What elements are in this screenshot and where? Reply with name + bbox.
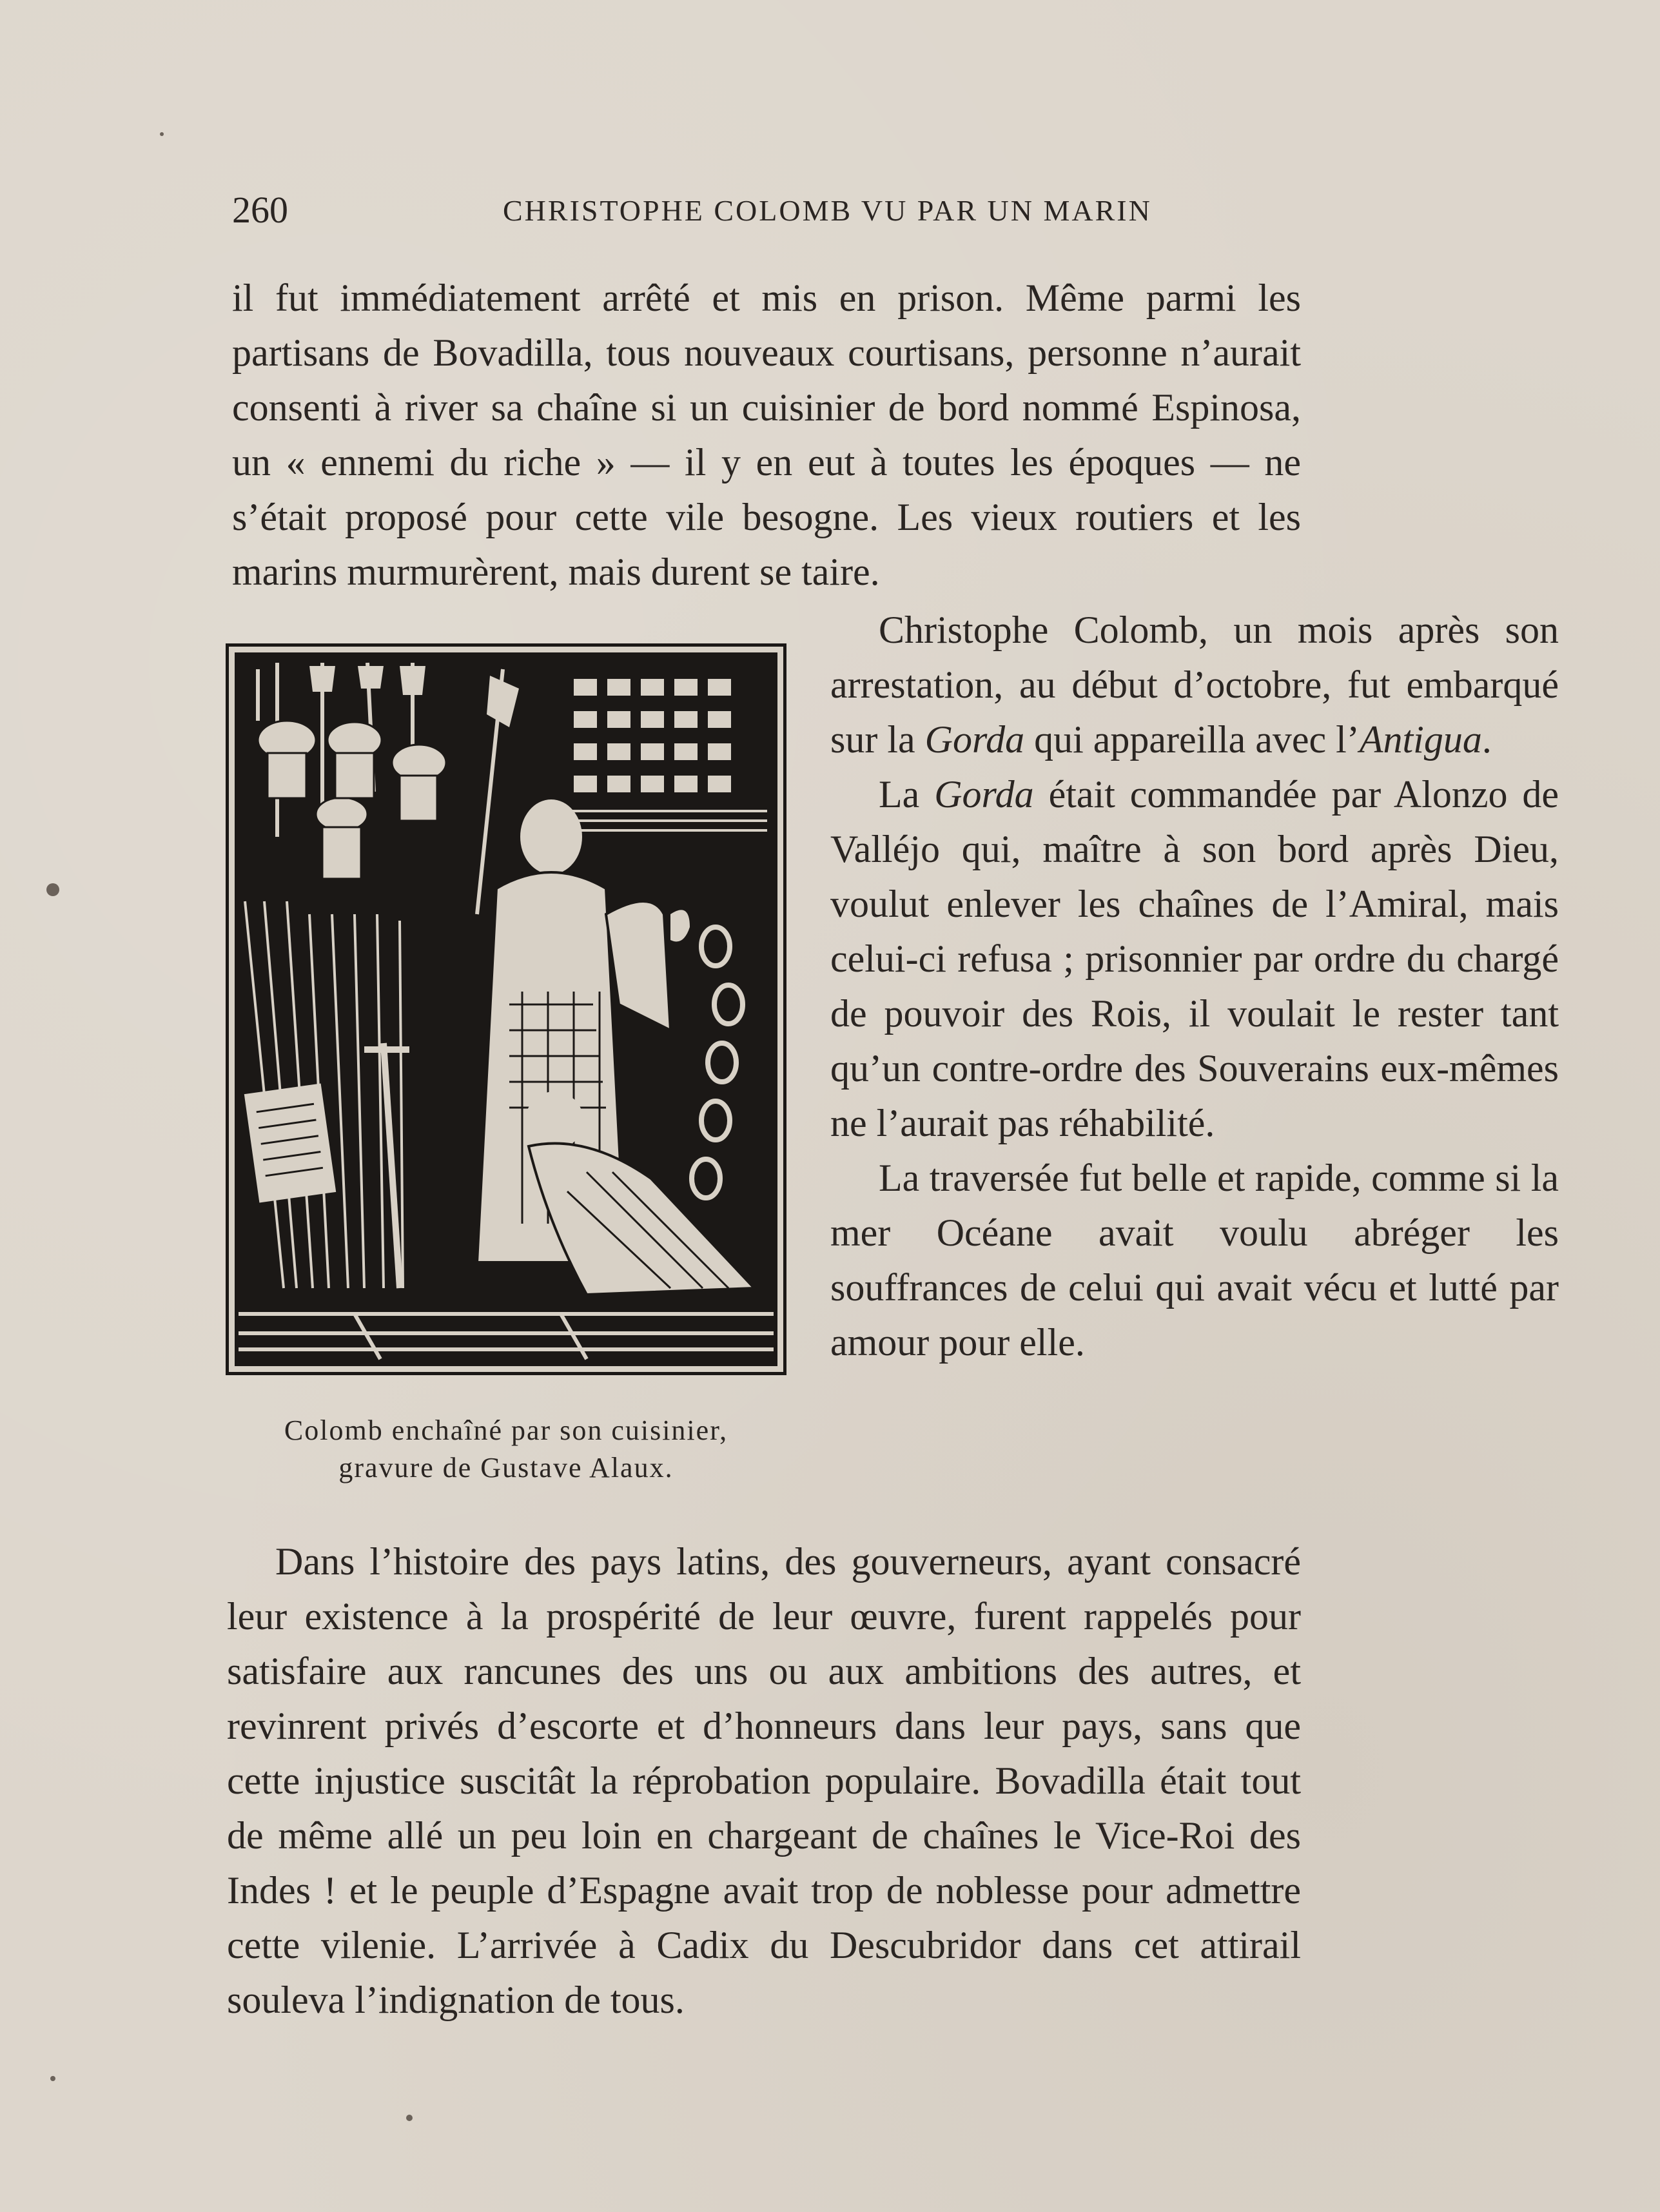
prison-window: [561, 669, 767, 843]
scroll-document: [244, 1083, 336, 1202]
ship-name-gorda: Gorda: [924, 718, 1025, 761]
paper-speck: [160, 132, 164, 136]
paragraph-right-2: La Gorda était commandée par Alonzo de Valléjo qui, maître à son bord après Dieu, voulut enlever les chaînes de l’Amiral, mais celui-ci refusa ; prisonnier par ordre du chargé de pouvoir des Rois, il voulait le rester tant qu’un contre-ordre des Souverains eux-mêmes ne l’aurait pas réhabilité.: [830, 773, 1559, 1144]
paragraph-right-1: Christophe Colomb, un mois après son arrestation, au début d’octobre, fut embarqué sur la Gorda qui appareilla avec l’Antigua.: [830, 609, 1559, 761]
paragraph-top: il fut immédiatement arrêté et mis en prison. Même parmi les partisans de Bovadilla, tous nouveaux courtisans, personne n’aurait consenti à river sa chaîne si un cuisinier de bord nommé Espinosa, un « ennemi du riche » — il y en eut à toutes les époques — ne s’était proposé pour cette vile besogne. Les vieux routiers et les marins murmurèrent, mais durent se taire.: [232, 277, 1301, 593]
paper-speck: [406, 2115, 413, 2121]
page-number: 260: [232, 189, 288, 231]
caption-line-1: Colomb enchaîné par son cuisinier,: [284, 1414, 728, 1446]
figure-caption: [226, 1412, 786, 1487]
running-title: CHRISTOPHE COLOMB VU PAR UN MARIN: [503, 194, 1152, 227]
ship-name-antigua: Antigua: [1359, 718, 1482, 761]
paragraph-right-3: La traversée fut belle et rapide, comme si la mer Océane avait voulu abréger les souffrances de celui qui avait vécu et lutté par amour pour elle.: [830, 1157, 1559, 1364]
woodcut-engraving: [226, 643, 786, 1375]
ship-name-gorda-2: Gorda: [934, 773, 1034, 816]
paper-speck: [46, 883, 59, 896]
caption-line-2: gravure de Gustave Alaux.: [338, 1452, 674, 1483]
text-column-right: [830, 603, 1559, 1370]
woodcut-illustration: [226, 643, 786, 1375]
running-head: [232, 188, 1289, 233]
paper-speck: [50, 2076, 55, 2081]
paragraph-bottom: Dans l’histoire des pays latins, des gouverneurs, ayant consacré leur existence à la prospérité de leur œuvre, furent rappelés pour satisfaire aux rancunes des uns ou aux ambitions des autres, et revinrent privés d’escorte et d’honneurs dans leur pays, sans que cette injustice suscitât la réprobation populaire. Bovadilla était tout de même allé un peu loin en chargeant de chaînes le Vice-Roi des Indes ! et le peuple d’Espagne avait trop de noblesse pour admettre cette vilenie. L’arrivée à Cadix du Descubridor dans cet attirail souleva l’indignation de tous.: [227, 1540, 1301, 2021]
